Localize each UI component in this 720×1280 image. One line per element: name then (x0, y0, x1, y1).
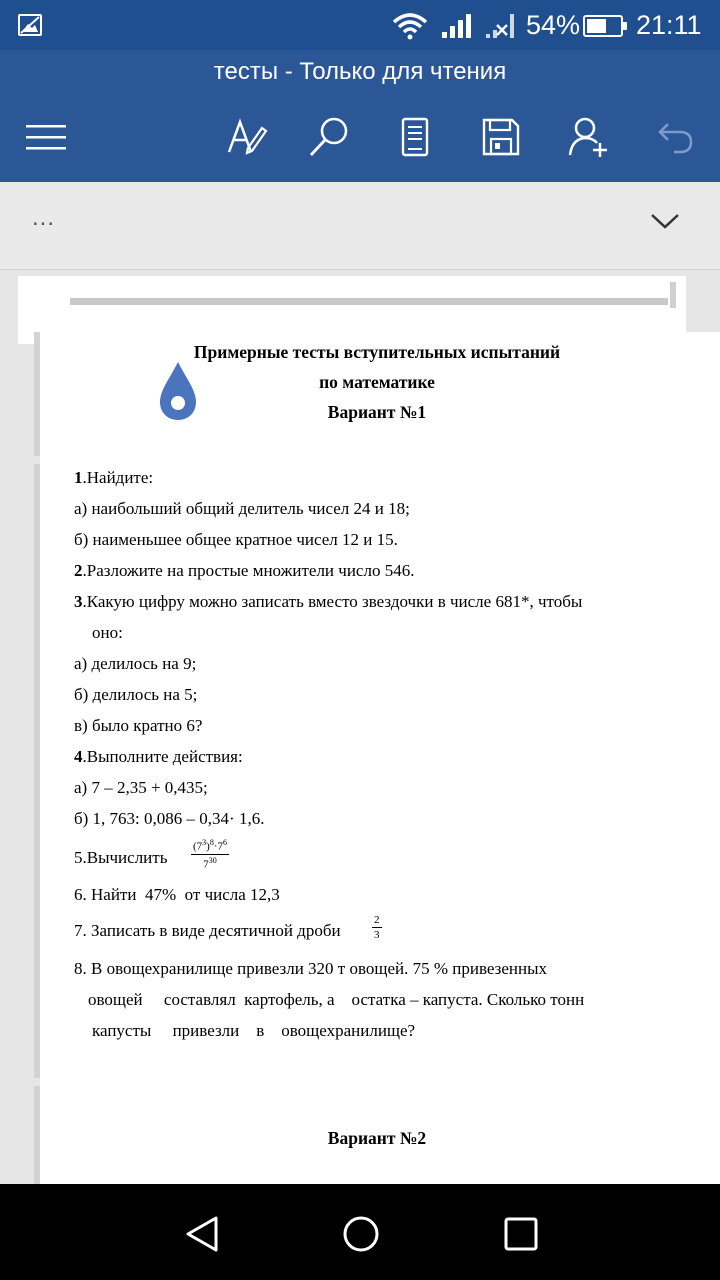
save-icon (481, 117, 521, 157)
question-5-fraction: $\frac{(7^3)^8\cdot 7^6}{7^{30}}$ (193, 838, 228, 871)
hamburger-menu-icon (24, 123, 68, 151)
save-button[interactable] (478, 114, 524, 160)
app-toolbar (0, 50, 720, 182)
question-3-text: .Какую цифру можно записать вместо звездочки в числе 681*, чтобы (82, 592, 583, 611)
question-2 (74, 561, 414, 581)
question-7-fraction: $\frac{2}{3}$ (374, 914, 380, 941)
question-4-number: 4 (74, 747, 83, 766)
search-button[interactable] (306, 114, 352, 160)
question-3 (74, 592, 582, 612)
undo-icon (656, 118, 694, 156)
undo-button[interactable] (652, 114, 698, 160)
question-1-text: .Найдите: (82, 468, 154, 487)
home-circle-icon (341, 1214, 381, 1254)
document-title: тесты - Только для чтения (213, 58, 507, 85)
question-4-text: .Выполните действия: (82, 747, 243, 766)
mobile-view-icon (400, 117, 430, 157)
question-8-line-2: овощей составлял картофель, а остатка – капуста. Сколько тонн (88, 990, 585, 1009)
question-4 (74, 747, 243, 767)
question-7: 7. Записать в виде десятичной дроби (74, 921, 341, 940)
wifi-icon (392, 12, 428, 40)
edit-button[interactable] (224, 114, 270, 160)
question-8-line-3: капусты привезли в овощехранилище? (92, 1021, 416, 1040)
question-6: 6. Найти 47% от числа 12,3 (74, 885, 280, 904)
signal-no-sim-icon (484, 12, 518, 40)
menu-button[interactable] (22, 114, 70, 160)
system-navigation-bar (0, 1184, 720, 1280)
question-4b: б) 1, 763: 0,086 – 0,34· 1,6. (74, 809, 265, 828)
more-options-button[interactable]: ... (32, 204, 56, 231)
document-page[interactable] (34, 332, 720, 1184)
question-8-line-1: 8. В овощехранилище привезли 320 т овощей. 75 % привезенных (74, 959, 548, 978)
document-canvas[interactable] (0, 270, 720, 1184)
command-bar (0, 182, 720, 270)
question-5: 5.Вычислить (74, 848, 168, 867)
question-3b: б) делилось на 5; (74, 685, 198, 704)
share-button[interactable] (566, 114, 612, 160)
question-3a: а) делилось на 9; (74, 654, 197, 673)
question-4a: а) 7 – 2,35 + 0,435; (74, 778, 208, 797)
question-1b: б) наименьшее общее кратное чисел 12 и 15. (74, 530, 398, 549)
document-subheading: по математике (319, 372, 435, 392)
question-2-number: 2 (74, 561, 83, 580)
edit-text-icon (226, 116, 268, 158)
add-person-icon (567, 115, 611, 159)
question-3-number: 3 (74, 592, 83, 611)
variant-1-heading: Вариант №1 (327, 402, 427, 422)
document-heading: Примерные тесты вступительных испытаний (193, 342, 561, 362)
question-1a: а) наибольший общий делитель чисел 24 и 18; (74, 499, 410, 518)
question-3c: в) было кратно 6? (74, 716, 203, 735)
question-1-number: 1 (74, 468, 83, 487)
question-3-continued: оно: (92, 623, 123, 642)
home-button[interactable] (339, 1212, 383, 1256)
chevron-down-icon[interactable] (648, 210, 682, 232)
back-triangle-icon (182, 1214, 222, 1254)
variant-2-heading: Вариант №2 (327, 1128, 427, 1148)
clock: 21:11 (636, 10, 702, 40)
signal-strength-icon (440, 12, 474, 40)
recent-apps-button[interactable] (499, 1212, 543, 1256)
question-1 (74, 468, 153, 488)
recent-apps-square-icon (501, 1214, 541, 1254)
back-button[interactable] (180, 1212, 224, 1256)
status-bar (0, 0, 720, 50)
question-2-text: .Разложите на простые множители число 546. (82, 561, 415, 580)
image-notification-icon (18, 14, 42, 36)
battery-percentage: 54% (526, 10, 581, 40)
reading-view-button[interactable] (392, 114, 438, 160)
search-icon (307, 115, 351, 159)
battery-icon (583, 15, 623, 37)
